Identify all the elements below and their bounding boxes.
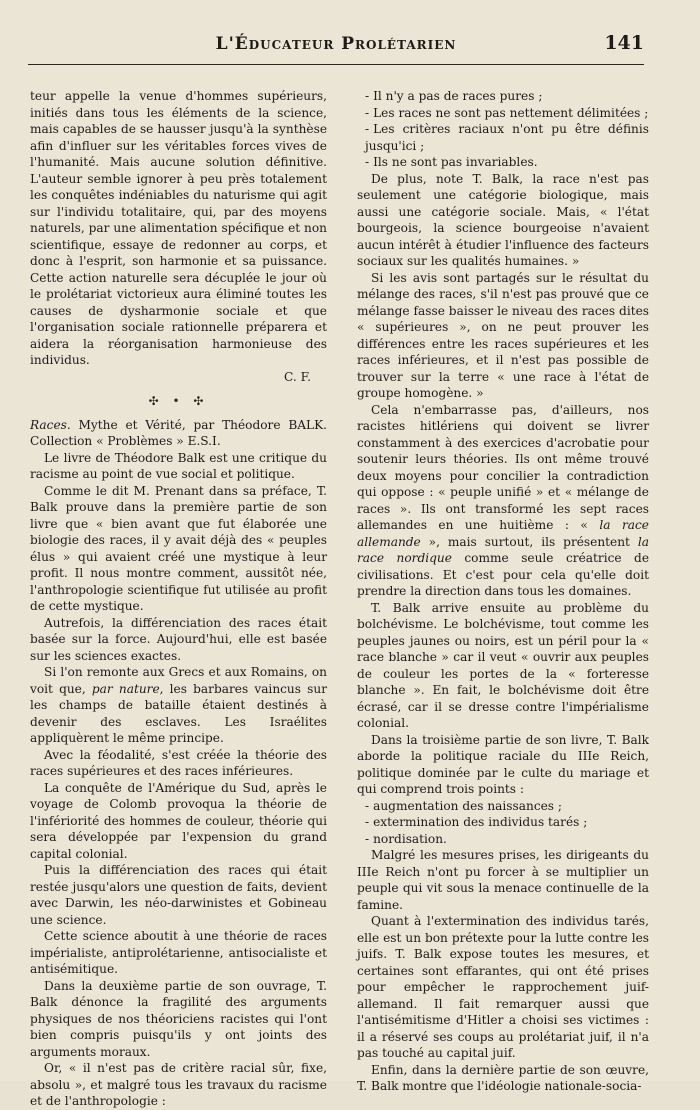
paragraph: Avec la féodalité, s'est créée la théorie des races supérieures et des races inférieures. — [30, 747, 327, 778]
paragraph: Le livre de Théodore Balk est une critique du racisme au point de vue social et politique. — [30, 450, 327, 481]
list-item-text: extermination des individus tarés ; — [373, 815, 588, 829]
section-ornament: ✣ • ✣ — [148, 394, 209, 408]
list-item: - extermination des individus tarés ; — [365, 815, 588, 829]
policy-list — [357, 798, 649, 848]
left-column — [30, 88, 327, 1110]
italic-span: par nature — [91, 681, 160, 696]
paragraph: T. Balk arrive ensuite au problème du bolchévisme. Le bolchévisme, tout comme les peuples jaunes ou noirs, est un péril pour la « race blanche » car il veut « ouvrir aux peuples de couleur les portes de la « forteresse blanche ». En fait, le bolchévisme doit être écrasé, car il se dresse contre l'impérialisme colonial. — [357, 600, 649, 730]
paragraph: Quant à l'extermination des individus tarés, elle est un bon prétexte pour la lutte contre les juifs. T. Balk expose toutes les mesures, et certaines sont effarantes, qui ont été prises pour empêcher le rapprochement juif-allemand. Il fait remarquer aussi que l'antisémitisme d'Hitler a choisi ses victimes : il a réservé ses coups au prolétariat juif, il n'a pas touché au capital juif. — [357, 914, 649, 1060]
list-item-text: Ils ne sont pas invariables. — [373, 155, 538, 169]
paragraph: Autrefois, la différenciation des races était basée sur la force. Aujourd'hui, elle est basée sur les sciences exactes. — [30, 615, 327, 663]
list-item-text: augmentation des naissances ; — [373, 798, 562, 813]
italic-span: la race nordique — [357, 534, 649, 565]
paragraph: Dans la troisième partie de son livre, T. Balk aborde la politique raciale du IIIe Reich, politique dominée par le culte du mariage et qui comprend trois points : — [357, 732, 649, 796]
paragraph: Comme le dit M. Prenant dans sa préface, T. Balk prouve dans la première partie de son livre que « bien avant que fut élaborée une biologie des races, il y avait déjà des « peuples élus » qui avaient créé une mystique à leur profit. Il nous montre comment, aussitôt née, l'anthropologie scientifique fut utilisée au profit de cette mystique. — [30, 483, 327, 613]
paragraph: teur appelle la venue d'hommes supérieurs, initiés dans tous les éléments de la science, mais capables de se hausser jusqu'à la synthèse afin d'influer sur les véritables forces vives de l'humanité. Mais aucune solution définitive. L'auteur semble ignorer à peu près totalement les conquêtes indéniables du naturisme qui agit sur l'individu totalitaire, qui, par des moyens naturels, par une alimentation spécifique et non scientifique, essaye de redonner au corps, et donc à l'esprit, son harmonie et sa puissance. Cette action naturelle sera décuplée le jour où le prolétariat victorieux aura éliminé toutes les causes de dysharmonie sociale et que l'organisation sociale rationnelle préparera et aidera la réorganisation harmonieuse des individus. — [30, 89, 327, 367]
paragraph — [30, 664, 327, 747]
page-number: 141 — [604, 32, 644, 54]
paragraph: De plus, note T. Balk, la race n'est pas seulement une catégorie biologique, mais aussi une catégorie sociale. Mais, « l'état bourgeois, la science bourgeoise n'avaient aucun intérêt à étudier l'influence des facteurs sociaux sur les qualités humaines. » — [357, 171, 649, 268]
list-item-text: Les races ne sont pas nettement délimitées ; — [373, 105, 649, 120]
list-item-text: Les critères raciaux n'ont pu être définis jusqu'ici ; — [365, 122, 649, 153]
list-item: - Les critères raciaux n'ont pu être définis jusqu'ici ; — [365, 122, 649, 153]
review-heading — [30, 417, 327, 450]
criteria-list — [357, 88, 649, 171]
list-item: - nordisation. — [365, 831, 447, 846]
list-item-text: Il n'y a pas de races pures ; — [373, 89, 543, 103]
paragraph: Puis la différenciation des races qui était restée jusqu'alors une question de faits, devient avec Darwin, les néo-darwinistes et Gobineau une science. — [30, 863, 327, 927]
paragraph: Malgré les mesures prises, les dirigeants du IIIe Reich n'ont pu forcer à se multiplier un peuple qui vit sous la menace continuelle de la famine. — [357, 848, 649, 912]
paragraph: La conquête de l'Amérique du Sud, après le voyage de Colomb provoqua la théorie de l'infériorité des hommes de couleur, théorie qui sera développée par l'expension du grand capital colonial. — [30, 780, 327, 861]
paragraph: Enfin, dans la dernière partie de son œuvre, T. Balk montre que l'idéologie nationale-socia- — [357, 1062, 649, 1093]
list-item: - augmentation des naissances ; — [365, 798, 562, 813]
text-span: Cela n'embarrasse pas, d'ailleurs, nos racistes hitlériens qui doivent se livrer constamment à des exercices d'acrobatie pour soutenir leurs théories. Ils ont même trouvé deux moyens pour concilier la contradiction qui oppose : « peuple unifié » et « mélange de races ». Ils ont transformé les sept races allemandes en une huitième : « — [357, 402, 649, 532]
paragraph: Si les avis sont partagés sur le résultat du mélange des races, s'il n'est pas prouvé que ce mélange fasse baisser le niveau des races dites « supérieures », on ne peut prouver les différences entre les races supérieures et les races inférieures, et il n'est pas possible de trouver sur la terre « une race à l'état de groupe homogène. » — [357, 270, 649, 400]
text-span: , les barbares vaincus sur les champs de bataille étaient destinés à devenir des esclaves. Les Israélites appliquèrent le même principe. — [30, 681, 328, 745]
text-span: », mais surtout, ils présentent — [420, 534, 638, 549]
right-column — [357, 88, 649, 1095]
list-item: - Les races ne sont pas nettement délimitées ; — [365, 105, 649, 120]
paragraph: Or, « il n'est pas de critère racial sûr, fixe, absolu », et malgré tous les travaux du racisme et de l'anthropologie : — [30, 1061, 327, 1108]
paragraph — [357, 402, 649, 600]
text-span: comme seule créatrice de civilisations. Et c'est pour cela qu'elle doit prendre la direction dans tous les domaines. — [357, 551, 650, 598]
running-title: L'Éducateur Prolétarien — [215, 34, 457, 54]
paragraph: Cette science aboutit à une théorie de races impérialiste, antiprolétarienne, antisocialiste et antisémitique. — [30, 929, 327, 976]
review-title-italic: Races. — [30, 417, 71, 432]
text-span: Si l'on remonte aux Grecs et aux Romains, on voit que, — [30, 665, 327, 696]
review-title-rest: Mythe et Vérité, par Théodore BALK. Collection « Problèmes » E.S.I. — [30, 417, 327, 448]
list-item: - Il n'y a pas de races pures ; — [365, 89, 543, 103]
italic-span: la race allemande — [357, 518, 649, 549]
signature: C. F. — [284, 369, 311, 384]
list-item: - Ils ne sont pas invariables. — [365, 155, 538, 169]
paragraph: Dans la deuxième partie de son ouvrage, T. Balk dénonce la fragilité des arguments physiques de nos théoriciens racistes qui l'ont bien compris puisqu'ils y ont joints des arguments moraux. — [30, 978, 327, 1059]
list-item-text: nordisation. — [373, 831, 447, 846]
page-header — [28, 24, 644, 65]
